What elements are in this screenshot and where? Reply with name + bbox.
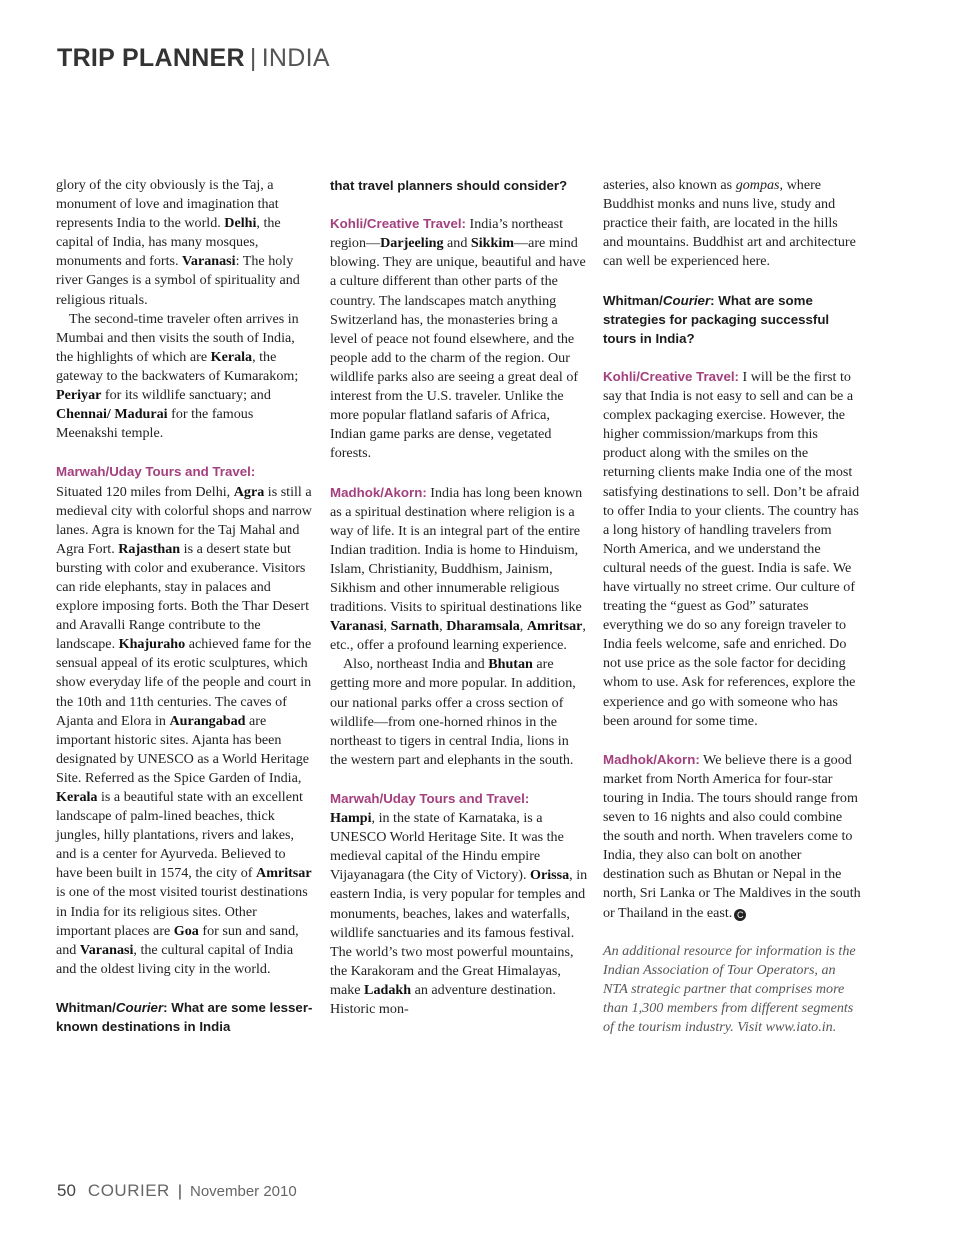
place-name: Varanasi bbox=[330, 618, 384, 635]
page-footer bbox=[57, 1181, 297, 1201]
paragraph bbox=[56, 176, 314, 310]
column-1 bbox=[56, 176, 314, 1036]
place-name: Kerala bbox=[210, 348, 253, 365]
header-separator: | bbox=[249, 44, 257, 72]
paragraph bbox=[330, 809, 588, 1019]
place-name: Ladakh bbox=[364, 981, 412, 998]
place-name: Hampi bbox=[330, 810, 372, 827]
speaker-label: Kohli/Creative Travel: bbox=[603, 368, 739, 384]
text-run: for the famous Meenakshi temple. bbox=[56, 406, 254, 442]
speaker-label: Madhok/Akorn: bbox=[330, 484, 427, 500]
place-name: Kerala bbox=[56, 789, 98, 805]
footer-separator: | bbox=[177, 1183, 182, 1200]
column-3 bbox=[603, 176, 861, 1037]
text-run: The second-time traveler often arrives in Mumbai and then visits the south of India, the highlights of which are bbox=[56, 310, 299, 365]
text-run: Courier bbox=[115, 1000, 164, 1016]
text-run: —are mind blowing. They are unique, beautiful and have a culture different than other parts of the country. The landscapes match anything Switzerland has, the monasteries bring a level of peace not found elsewhere, and the people add to the charm of the region. Our wildlife parks also are seeing a great deal of interest from the U.S. traveler. Unlike the more popular flatland safaris of Africa, Indian game parks are dense, vegetated forests. bbox=[330, 235, 586, 462]
paragraph bbox=[603, 367, 861, 731]
paragraph bbox=[330, 483, 588, 656]
place-name: Amritsar bbox=[526, 618, 583, 635]
resource-note: An additional resource for information is the Indian Association of Tour Operators, an NTA strategic partner that comprises more than 1,300 members from different segments of the tourism industry. Visit www.iato.in. bbox=[603, 942, 856, 1036]
place-name: Chennai/ Madurai bbox=[56, 406, 168, 423]
text-run: , in eastern India, is very popular for temples and monuments, beaches, lakes and waterfalls, wildlife sanctuaries and its famous festival. The world’s two most powerful mountains, the Karakoram and the Great Himalayas, make bbox=[330, 867, 588, 998]
paragraph bbox=[330, 655, 588, 770]
interview-question bbox=[603, 291, 861, 348]
text-run: achieved fame for the sensual appeal of its erotic sculptures, which show everyday life of the people and court in the 10th and 11th centuries. The caves of Ajanta and Elora in bbox=[56, 636, 312, 729]
place-name: Bhutan bbox=[488, 656, 533, 673]
paragraph bbox=[56, 483, 314, 979]
text-run: glory of the city obviously is the Taj, a monument of love and imagination that represents India to the world. bbox=[56, 177, 279, 232]
text-run: are important historic sites. Ajanta has been designated by UNESCO as a World Heritage Site. Referred as the Spice Garden of India, bbox=[56, 712, 310, 786]
paragraph bbox=[330, 214, 588, 463]
text-run: India has long been known as a spiritual destination where religion is a way of life. It is an integral part of the entire Indian tradition. India is home to Hinduism, Islam, Christianity, Buddhism, Jainism, Sikhism and other innumerable religious traditions. Visits to spiritual destinations like bbox=[330, 484, 583, 616]
paragraph bbox=[56, 310, 314, 444]
speaker-label: Marwah/Uday Tours and Travel: bbox=[56, 464, 256, 480]
text-run: : What are some strategies for packaging successful tours in India? bbox=[603, 292, 830, 346]
column-2 bbox=[330, 176, 588, 1019]
page-number: 50 bbox=[57, 1181, 76, 1200]
interview-question: that travel planners should consider? bbox=[330, 178, 568, 193]
place-name: Khajuraho bbox=[118, 636, 186, 653]
place-name: Sikkim bbox=[470, 235, 515, 252]
text-run: is one of the most visited tourist destinations in India for its religious sites. Other important places are bbox=[56, 884, 308, 939]
text-run: asteries, also known as bbox=[603, 177, 736, 193]
text-run: , where Buddhist monks and nuns live, study and practice their faith, are located in the hills and mountains. Buddhist art and architecture can well be experienced here. bbox=[603, 177, 856, 270]
text-run: Situated 120 miles from Delhi, bbox=[56, 483, 234, 500]
text-run: , the gateway to the backwaters of Kumarakom; bbox=[56, 348, 299, 384]
place-name: Rajasthan bbox=[118, 540, 181, 557]
text-run: and bbox=[443, 235, 471, 252]
place-name: Aurangabad bbox=[169, 712, 246, 729]
place-name: Dharamsala bbox=[446, 618, 520, 635]
text-run: for its wildlife sanctuary; and bbox=[101, 387, 271, 404]
place-name: Varanasi bbox=[79, 941, 134, 958]
text-run: Whitman/ bbox=[603, 292, 663, 308]
place-name: Amritsar bbox=[256, 865, 312, 882]
place-name: Agra bbox=[233, 483, 265, 500]
text-run: , bbox=[439, 618, 447, 635]
paragraph bbox=[603, 176, 861, 271]
end-mark-icon: C bbox=[734, 909, 746, 921]
text-run: is a desert state but bursting with color and exuberance. Visitors can ride elephants, stay in palaces and explore imposing forts. Both the Thar Desert and Aravalli Range contribute to the landscape. bbox=[56, 540, 309, 653]
place-name: Sarnath bbox=[390, 618, 440, 635]
text-run: gompas bbox=[735, 177, 780, 193]
place-name: Delhi bbox=[224, 215, 257, 232]
interview-question bbox=[56, 998, 314, 1036]
text-run: I will be the first to say that India is not easy to sell and can be a complex packaging exercise. However, the higher commission/markups from this product along with the smiles on the returning clients make India one of the most satisfying destinations to sell. Don’t be afraid to offer India to your clients. The country has a long history of handling travelers from North America, and we understand the cultural needs of the guest. India is safe. We have virtually no street crime. Our culture of treating the “guest as God” saturates everything we do so any foreign traveler to India feels welcome, safe and enriched. Do not use price as the sole factor for deciding whom to use. Ask for references, explore the experience and go with someone who has been around for some time. bbox=[603, 368, 860, 729]
text-run: is a beautiful state with an excellent landscape of palm-lined beaches, thick jungles, hilly plantations, rivers and lakes, and is a center for Ayurveda. Believed to have been built in 1574, the city of bbox=[56, 789, 303, 882]
page-header bbox=[57, 44, 330, 73]
text-run: India’s northeast region— bbox=[330, 216, 564, 252]
text-run: Also, northeast India and bbox=[343, 656, 489, 673]
text-run: , in the state of Karnataka, is a UNESCO World Heritage Site. It was the medieval capital of the Hindu empire Vijayanagara (the City of Victory). bbox=[330, 810, 564, 884]
issue-date: November 2010 bbox=[189, 1183, 297, 1200]
text-run: for sun and sand, and bbox=[56, 922, 299, 958]
section-subtitle: INDIA bbox=[261, 44, 330, 72]
text-run: Courier bbox=[662, 292, 711, 308]
text-run: , the cultural capital of India and the oldest living city in the world. bbox=[56, 941, 294, 977]
place-name: Goa bbox=[173, 922, 199, 939]
section-title: TRIP PLANNER bbox=[57, 44, 245, 72]
place-name: Orissa bbox=[530, 867, 570, 884]
text-run: : The holy river Ganges is a symbol of spirituality and religious rituals. bbox=[56, 253, 300, 308]
speaker-label: Kohli/Creative Travel: bbox=[330, 216, 466, 232]
text-run: are getting more and more popular. In addition, our national parks offer a cross section of wildlife—from one-horned rhinos in the northeast to tigers in central India, lions in the western part and elephants in the south. bbox=[330, 656, 576, 768]
text-run: , bbox=[383, 618, 391, 635]
text-run: , the capital of India, has many mosques, monuments and forts. bbox=[56, 215, 281, 270]
text-run: Whitman/ bbox=[56, 1000, 116, 1016]
paragraph bbox=[603, 750, 861, 923]
text-run: an adventure destination. Historic mon- bbox=[330, 981, 556, 1018]
place-name: Darjeeling bbox=[380, 235, 444, 252]
text-run: We believe there is a good market from North America for four-star touring in India. The tours should range from seven to 16 nights and also could combine the south and north. When travelers come to India, they also can bolt on another destination such as Bhutan or Nepal in the north, Sri Lanka or The Maldives in the south or Thailand in the east. bbox=[603, 751, 861, 921]
speaker-label: Marwah/Uday Tours and Travel: bbox=[330, 791, 530, 806]
place-name: Varanasi bbox=[182, 253, 236, 270]
text-run: : What are some lesser-known destinations in India bbox=[56, 1000, 313, 1035]
speaker-label: Madhok/Akorn: bbox=[603, 751, 700, 767]
text-run: , etc., offer a profound learning experience. bbox=[330, 618, 586, 654]
publication-name: COURIER bbox=[87, 1181, 170, 1200]
place-name: Periyar bbox=[56, 387, 102, 404]
text-run: is still a medieval city with colorful shops and narrow lanes. Agra is known for the Taj Mahal and Agra Fort. bbox=[56, 483, 312, 557]
text-run: , bbox=[519, 618, 527, 635]
